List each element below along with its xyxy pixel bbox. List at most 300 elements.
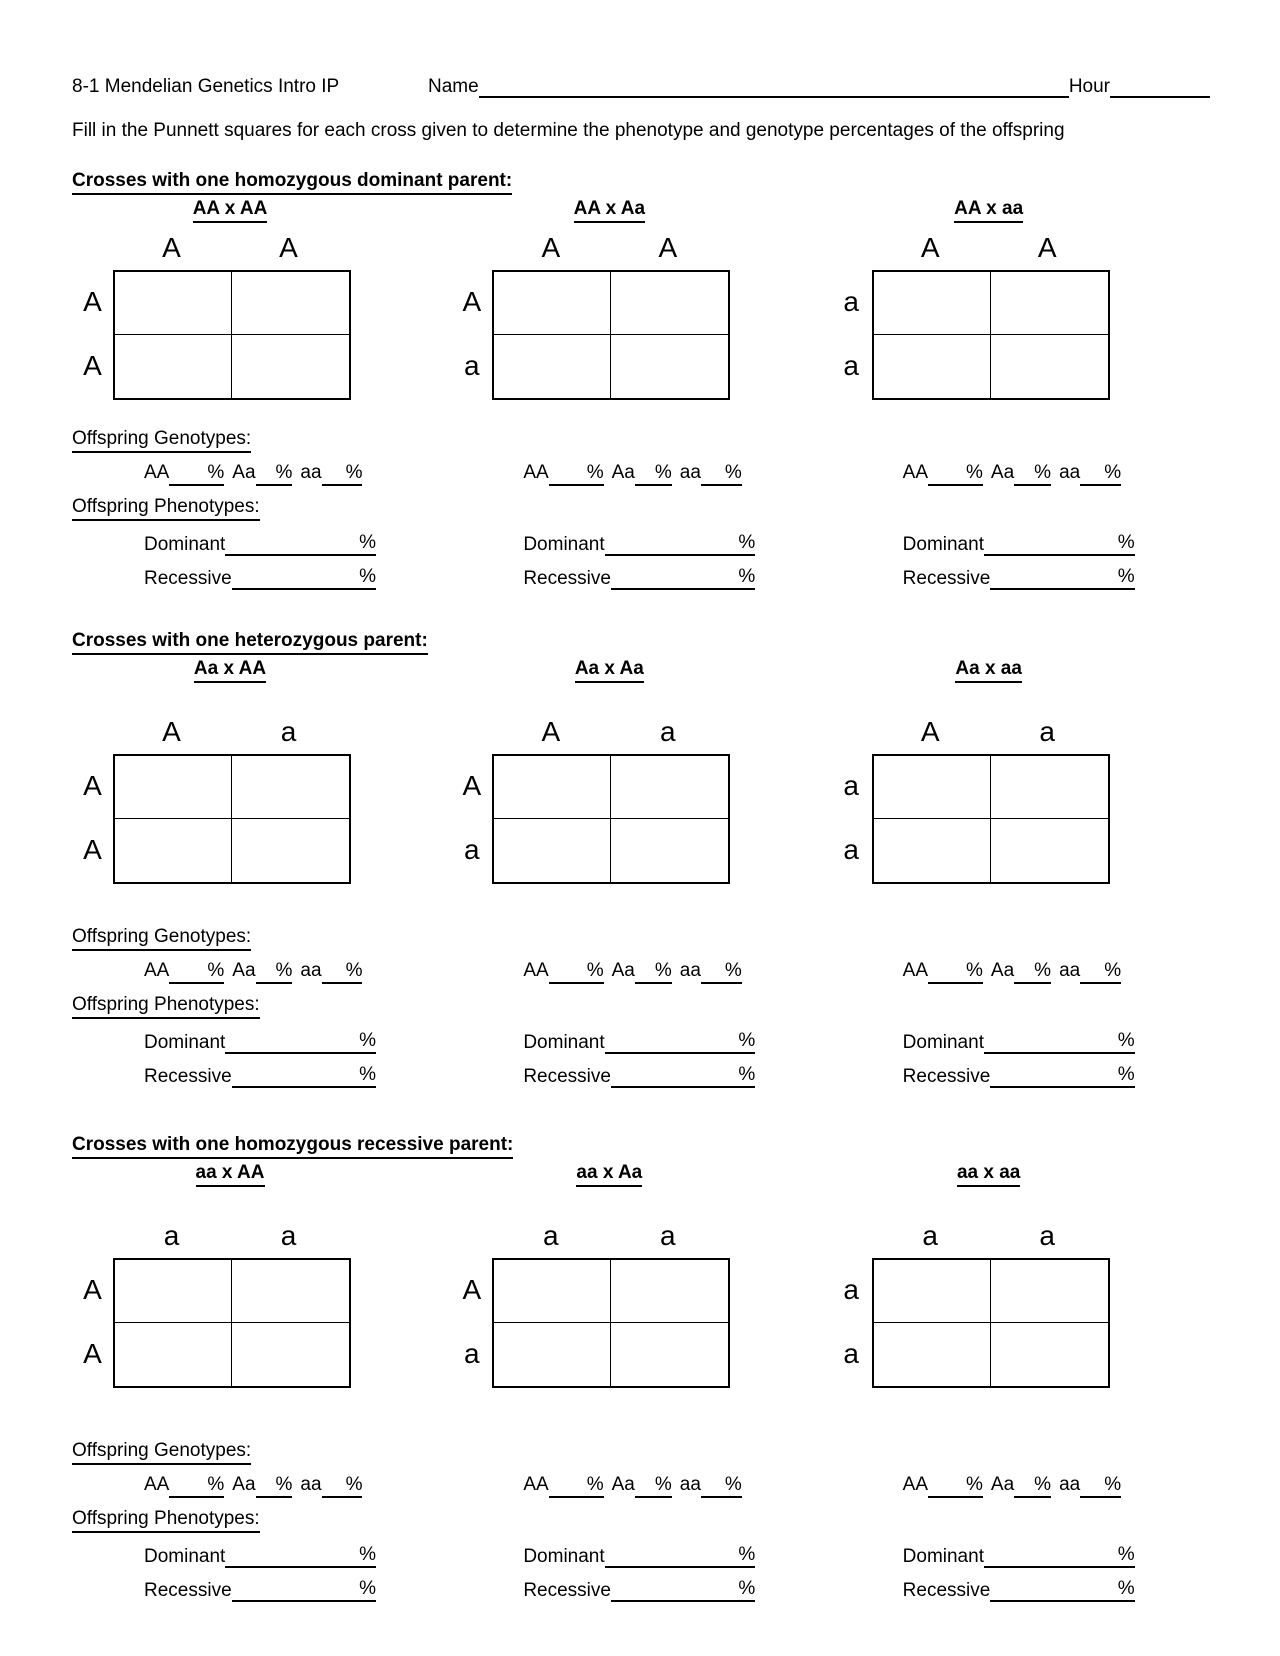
cross-title [113, 1162, 347, 1186]
punnett-cell[interactable] [494, 819, 611, 882]
cross-title-text: aa x aa [957, 1162, 1020, 1187]
offspring-genotypes-heading [72, 1440, 1210, 1466]
genotype-percent-blank[interactable]: % [549, 960, 604, 984]
punnett-grid [492, 1258, 730, 1388]
genotype-term: aa [300, 462, 322, 483]
dominant-label: Dominant [523, 1032, 605, 1053]
col-allele: A [920, 716, 940, 747]
crosses-row [72, 1162, 1210, 1388]
recessive-line [903, 564, 1135, 590]
row-allele: A [83, 1274, 102, 1305]
col-allele: a [280, 1220, 297, 1251]
genotype-percent-blank[interactable]: % [1014, 960, 1051, 984]
offspring-phenotypes-heading [72, 496, 1210, 522]
genotype-percent-blank[interactable]: % [928, 1474, 983, 1498]
genotype-percent-blank[interactable]: % [169, 462, 224, 486]
dominant-label: Dominant [902, 1032, 984, 1053]
cross-block-AaxAA [72, 658, 451, 884]
col-allele-row [113, 716, 351, 754]
section-heading-text: Crosses with one homozygous dominant parent: [72, 170, 512, 195]
row-allele: a [843, 286, 859, 317]
col-allele: a [280, 716, 297, 747]
cross-title [492, 198, 726, 222]
section-heterozygous [72, 630, 1210, 1088]
genotype-line [144, 1474, 451, 1500]
row-allele-gutter [451, 232, 492, 400]
cross-title-text: Aa x Aa [575, 658, 644, 683]
recessive-percent-blank[interactable]: % [232, 566, 376, 590]
cross-title [492, 1162, 726, 1186]
row-allele: a [843, 834, 859, 865]
cross-title-text: AA x aa [954, 198, 1023, 223]
row-allele: a [843, 770, 859, 801]
genotype-term: aa [1059, 960, 1081, 981]
genotype-term: AA [523, 960, 549, 981]
genotype-percent-blank[interactable]: % [1080, 462, 1121, 486]
punnett-cell[interactable] [874, 756, 991, 819]
col-allele: a [1039, 716, 1055, 747]
cross-title-text: Aa x aa [955, 658, 1022, 683]
row-allele-gutter [831, 232, 872, 400]
recessive-lines-row [72, 564, 1210, 590]
offspring-phenotypes-heading-text: Offspring Phenotypes: [72, 994, 260, 1019]
recessive-label: Recessive [144, 1580, 232, 1601]
recessive-percent-blank[interactable]: % [232, 1064, 376, 1088]
recessive-line [903, 1062, 1135, 1088]
cross-title [872, 1162, 1106, 1186]
dominant-label: Dominant [144, 1546, 226, 1567]
recessive-line [903, 1576, 1135, 1602]
recessive-label: Recessive [902, 1580, 991, 1601]
col-allele: A [162, 716, 181, 747]
row-allele: a [843, 1338, 859, 1369]
punnett-square [451, 232, 830, 400]
genotype-term: Aa [990, 1474, 1015, 1495]
cross-block-AaxAa [451, 658, 830, 884]
genotype-line [523, 1474, 830, 1500]
cross-title [113, 198, 347, 222]
punnett-right [492, 232, 730, 400]
dominant-label: Dominant [144, 534, 226, 555]
row-allele-gutter [72, 716, 113, 884]
dominant-line [903, 1542, 1135, 1568]
cross-block-AAxAa [451, 198, 830, 400]
punnett-cell[interactable] [611, 272, 728, 335]
punnett-cell[interactable] [232, 272, 349, 335]
recessive-label: Recessive [144, 1066, 232, 1087]
punnett-cell[interactable] [611, 819, 728, 882]
row-allele: A [83, 350, 102, 381]
name-label: Name [428, 76, 479, 97]
recessive-label: Recessive [523, 1580, 611, 1601]
dominant-percent-blank[interactable]: % [605, 1544, 756, 1568]
genotype-percent-blank[interactable]: % [169, 960, 224, 984]
genotype-term: AA [902, 960, 929, 981]
recessive-lines-row [72, 1576, 1210, 1602]
dominant-line [523, 530, 755, 556]
dominant-label: Dominant [902, 534, 984, 555]
genotype-percent-blank[interactable]: % [928, 960, 983, 984]
row-allele: A [83, 1338, 102, 1369]
recessive-line [523, 1576, 755, 1602]
genotype-term: AA [144, 960, 170, 981]
punnett-cell[interactable] [611, 756, 728, 819]
genotype-term: AA [144, 1474, 170, 1495]
col-allele: a [660, 1220, 676, 1251]
punnett-square [451, 716, 830, 884]
col-allele-row [872, 716, 1110, 754]
row-allele-gutter [831, 716, 872, 884]
doc-title: 8-1 Mendelian Genetics Intro IP [72, 76, 340, 97]
genotype-line [144, 462, 451, 488]
row-allele: A [83, 286, 102, 317]
genotype-percent-blank[interactable]: % [701, 1474, 742, 1498]
row-allele-gutter [72, 232, 113, 400]
genotype-percent-blank[interactable]: % [635, 1474, 672, 1498]
genotype-percent-blank[interactable]: % [1080, 960, 1121, 984]
section-heading-text: Crosses with one homozygous recessive parent: [72, 1134, 513, 1159]
genotype-percent-blank[interactable]: % [549, 1474, 604, 1498]
row-allele-gutter [72, 1220, 113, 1388]
recessive-percent-blank[interactable]: % [990, 1578, 1134, 1602]
cross-title-text: Aa x AA [194, 658, 266, 683]
punnett-grid [872, 270, 1110, 400]
punnett-cell[interactable] [874, 1323, 991, 1386]
crosses-row [72, 658, 1210, 884]
dominant-line [903, 1028, 1135, 1054]
genotype-term: AA [144, 462, 170, 483]
punnett-cell[interactable] [874, 335, 991, 398]
answers-block [72, 428, 1210, 590]
row-allele: a [464, 350, 480, 381]
col-allele-row [492, 716, 730, 754]
genotype-percent-blank[interactable]: % [169, 1474, 224, 1498]
cross-block-aaxaa [831, 1162, 1210, 1388]
dominant-line [523, 1028, 755, 1054]
offspring-phenotypes-heading-text: Offspring Phenotypes: [72, 496, 260, 521]
recessive-line [523, 564, 755, 590]
punnett-cell[interactable] [874, 819, 991, 882]
recessive-percent-blank[interactable]: % [990, 566, 1134, 590]
punnett-cell[interactable] [991, 335, 1108, 398]
col-allele: A [1037, 232, 1057, 263]
col-allele-row [492, 232, 730, 270]
row-allele: a [464, 1338, 480, 1369]
dominant-line [144, 1542, 376, 1568]
row-allele: A [83, 834, 102, 865]
col-allele: A [920, 232, 940, 263]
row-allele-gutter [451, 716, 492, 884]
col-allele: a [1039, 1220, 1055, 1251]
genotype-term: AA [902, 1474, 929, 1495]
recessive-percent-blank[interactable]: % [611, 1064, 755, 1088]
cross-title-text: AA x Aa [574, 198, 645, 223]
dominant-percent-blank[interactable]: % [984, 532, 1135, 556]
row-allele: a [843, 350, 859, 381]
row-allele: A [83, 770, 102, 801]
punnett-grid [492, 270, 730, 400]
cross-block-AAxAA [72, 198, 451, 400]
recessive-percent-blank[interactable]: % [232, 1578, 376, 1602]
col-allele-row [872, 1220, 1110, 1258]
col-allele: A [541, 232, 561, 263]
offspring-genotypes-heading-text: Offspring Genotypes: [72, 1440, 251, 1465]
punnett-square [72, 1220, 451, 1388]
genotype-term: AA [523, 462, 549, 483]
cross-title-text: aa x Aa [576, 1162, 642, 1187]
section-heading [72, 170, 1210, 196]
cross-title [492, 658, 726, 682]
crosses-row [72, 198, 1210, 400]
dominant-percent-blank[interactable]: % [984, 1544, 1135, 1568]
dominant-line [523, 1542, 755, 1568]
hour-label: Hour [1068, 76, 1110, 97]
genotype-term: Aa [232, 960, 256, 981]
dominant-percent-blank[interactable]: % [225, 1544, 376, 1568]
punnett-right [872, 1220, 1110, 1388]
punnett-right [113, 232, 351, 400]
genotype-percent-blank[interactable]: % [1080, 1474, 1121, 1498]
dominant-percent-blank[interactable]: % [225, 532, 376, 556]
col-allele: a [163, 1220, 180, 1251]
cross-title [872, 658, 1106, 682]
punnett-cell[interactable] [874, 272, 991, 335]
genotype-percent-blank[interactable]: % [256, 1474, 293, 1498]
punnett-cell[interactable] [874, 1260, 991, 1323]
row-allele: A [462, 770, 482, 801]
genotype-term: Aa [611, 1474, 635, 1495]
punnett-cell[interactable] [232, 335, 349, 398]
dominant-percent-blank[interactable]: % [605, 1030, 756, 1054]
genotype-term: Aa [990, 462, 1015, 483]
col-allele: A [541, 716, 561, 747]
cross-title-text: AA x AA [193, 198, 268, 223]
name-input-line[interactable] [479, 74, 1069, 98]
punnett-right [492, 1220, 730, 1388]
cross-title-text: aa x AA [196, 1162, 265, 1187]
dominant-label: Dominant [523, 534, 605, 555]
section-homozygous-recessive [72, 1134, 1210, 1602]
genotype-lines-row [72, 1474, 1210, 1500]
recessive-label: Recessive [902, 568, 991, 589]
row-allele-gutter [451, 1220, 492, 1388]
punnett-cell[interactable] [232, 1260, 349, 1323]
answers-block [72, 926, 1210, 1088]
col-allele: A [279, 232, 298, 263]
punnett-cell[interactable] [991, 1323, 1108, 1386]
genotype-percent-blank[interactable]: % [1014, 1474, 1051, 1498]
recessive-percent-blank[interactable]: % [990, 1064, 1134, 1088]
punnett-grid [113, 270, 351, 400]
genotype-line [903, 1474, 1210, 1500]
punnett-grid [113, 754, 351, 884]
punnett-cell[interactable] [991, 819, 1108, 882]
punnett-square [72, 232, 451, 400]
cross-block-aaxAa [451, 1162, 830, 1388]
dominant-line [903, 530, 1135, 556]
dominant-lines-row [72, 1542, 1210, 1568]
punnett-square [831, 1220, 1210, 1388]
dominant-percent-blank[interactable]: % [225, 1030, 376, 1054]
recessive-label: Recessive [902, 1066, 991, 1087]
dominant-lines-row [72, 1028, 1210, 1054]
row-allele-gutter [831, 1220, 872, 1388]
punnett-cell[interactable] [494, 335, 611, 398]
row-allele: A [462, 1274, 482, 1305]
punnett-cell[interactable] [115, 756, 232, 819]
offspring-genotypes-heading [72, 926, 1210, 952]
cross-title [113, 658, 347, 682]
col-allele: A [658, 232, 678, 263]
offspring-phenotypes-heading [72, 1508, 1210, 1534]
punnett-cell[interactable] [494, 756, 611, 819]
recessive-line [144, 1576, 376, 1602]
punnett-cell[interactable] [232, 1323, 349, 1386]
genotype-percent-blank[interactable]: % [635, 462, 672, 486]
offspring-genotypes-heading-text: Offspring Genotypes: [72, 926, 251, 951]
recessive-label: Recessive [523, 1066, 611, 1087]
recessive-lines-row [72, 1062, 1210, 1088]
recessive-percent-blank[interactable]: % [611, 566, 755, 590]
recessive-label: Recessive [144, 568, 232, 589]
genotype-percent-blank[interactable]: % [322, 1474, 363, 1498]
genotype-line [903, 462, 1210, 488]
col-allele: A [162, 232, 181, 263]
punnett-cell[interactable] [611, 335, 728, 398]
genotype-term: Aa [232, 462, 256, 483]
punnett-grid [492, 754, 730, 884]
instructions-text: Fill in the Punnett squares for each cross given to determine the phenotype and genotype percentages of the offspring [72, 120, 1065, 141]
dominant-line [144, 530, 376, 556]
recessive-label: Recessive [523, 568, 611, 589]
punnett-cell[interactable] [494, 1260, 611, 1323]
punnett-cell[interactable] [611, 1323, 728, 1386]
punnett-cell[interactable] [115, 819, 232, 882]
answers-block [72, 1440, 1210, 1602]
cross-block-Aaxaa [831, 658, 1210, 884]
row-allele: A [462, 286, 482, 317]
punnett-right [113, 1220, 351, 1388]
genotype-percent-blank[interactable]: % [256, 960, 293, 984]
genotype-term: aa [679, 462, 701, 483]
punnett-cell[interactable] [991, 272, 1108, 335]
genotype-percent-blank[interactable]: % [322, 960, 363, 984]
punnett-square [451, 1220, 830, 1388]
dominant-lines-row [72, 530, 1210, 556]
recessive-line [144, 564, 376, 590]
hour-input-line[interactable] [1110, 74, 1210, 98]
section-heading [72, 630, 1210, 656]
genotype-percent-blank[interactable]: % [635, 960, 672, 984]
genotype-term: AA [523, 1474, 549, 1495]
punnett-cell[interactable] [611, 1260, 728, 1323]
genotype-percent-blank[interactable]: % [322, 462, 363, 486]
punnett-cell[interactable] [232, 819, 349, 882]
punnett-square [831, 232, 1210, 400]
col-allele-row [872, 232, 1110, 270]
genotype-term: AA [902, 462, 929, 483]
offspring-genotypes-heading-text: Offspring Genotypes: [72, 428, 251, 453]
punnett-cell[interactable] [232, 756, 349, 819]
header [72, 72, 1210, 98]
punnett-cell[interactable] [494, 272, 611, 335]
genotype-term: aa [679, 960, 701, 981]
offspring-phenotypes-heading-text: Offspring Phenotypes: [72, 1508, 260, 1533]
genotype-term: Aa [611, 462, 635, 483]
recessive-percent-blank[interactable]: % [611, 1578, 755, 1602]
cross-block-aaxAA [72, 1162, 451, 1388]
punnett-square [831, 716, 1210, 884]
punnett-right [492, 716, 730, 884]
section-heading-text: Crosses with one heterozygous parent: [72, 630, 428, 655]
genotype-percent-blank[interactable]: % [701, 960, 742, 984]
punnett-cell[interactable] [991, 756, 1108, 819]
punnett-cell[interactable] [115, 272, 232, 335]
punnett-square [72, 716, 451, 884]
genotype-term: aa [300, 1474, 322, 1495]
punnett-cell[interactable] [494, 1323, 611, 1386]
genotype-term: aa [1059, 1474, 1081, 1495]
dominant-percent-blank[interactable]: % [984, 1030, 1135, 1054]
genotype-line [903, 960, 1210, 986]
genotype-term: Aa [232, 1474, 256, 1495]
cross-block-AAxaa [831, 198, 1210, 400]
row-allele: a [843, 1274, 859, 1305]
genotype-lines-row [72, 960, 1210, 986]
genotype-percent-blank[interactable]: % [1014, 462, 1051, 486]
punnett-cell[interactable] [115, 1323, 232, 1386]
dominant-line [144, 1028, 376, 1054]
cross-title [872, 198, 1106, 222]
offspring-genotypes-heading [72, 428, 1210, 454]
punnett-right [113, 716, 351, 884]
genotype-percent-blank[interactable]: % [549, 462, 604, 486]
genotype-percent-blank[interactable]: % [256, 462, 293, 486]
genotype-lines-row [72, 462, 1210, 488]
punnett-grid [872, 1258, 1110, 1388]
genotype-percent-blank[interactable]: % [928, 462, 983, 486]
recessive-line [523, 1062, 755, 1088]
genotype-term: Aa [990, 960, 1015, 981]
dominant-label: Dominant [902, 1546, 984, 1567]
section-heading [72, 1134, 1210, 1160]
dominant-label: Dominant [144, 1032, 226, 1053]
col-allele-row [492, 1220, 730, 1258]
punnett-grid [872, 754, 1110, 884]
genotype-line [523, 960, 830, 986]
col-allele-row [113, 232, 351, 270]
genotype-term: aa [300, 960, 322, 981]
genotype-term: aa [679, 1474, 701, 1495]
punnett-right [872, 716, 1110, 884]
col-allele-row [113, 1220, 351, 1258]
genotype-line [523, 462, 830, 488]
dominant-label: Dominant [523, 1546, 605, 1567]
punnett-cell[interactable] [115, 335, 232, 398]
col-allele: a [543, 1220, 559, 1251]
dominant-percent-blank[interactable]: % [605, 532, 756, 556]
punnett-grid [113, 1258, 351, 1388]
punnett-cell[interactable] [991, 1260, 1108, 1323]
genotype-line [144, 960, 451, 986]
punnett-right [872, 232, 1110, 400]
genotype-percent-blank[interactable]: % [701, 462, 742, 486]
offspring-phenotypes-heading [72, 994, 1210, 1020]
col-allele: a [660, 716, 676, 747]
section-homozygous-dominant [72, 170, 1210, 590]
punnett-cell[interactable] [115, 1260, 232, 1323]
row-allele: a [464, 834, 480, 865]
